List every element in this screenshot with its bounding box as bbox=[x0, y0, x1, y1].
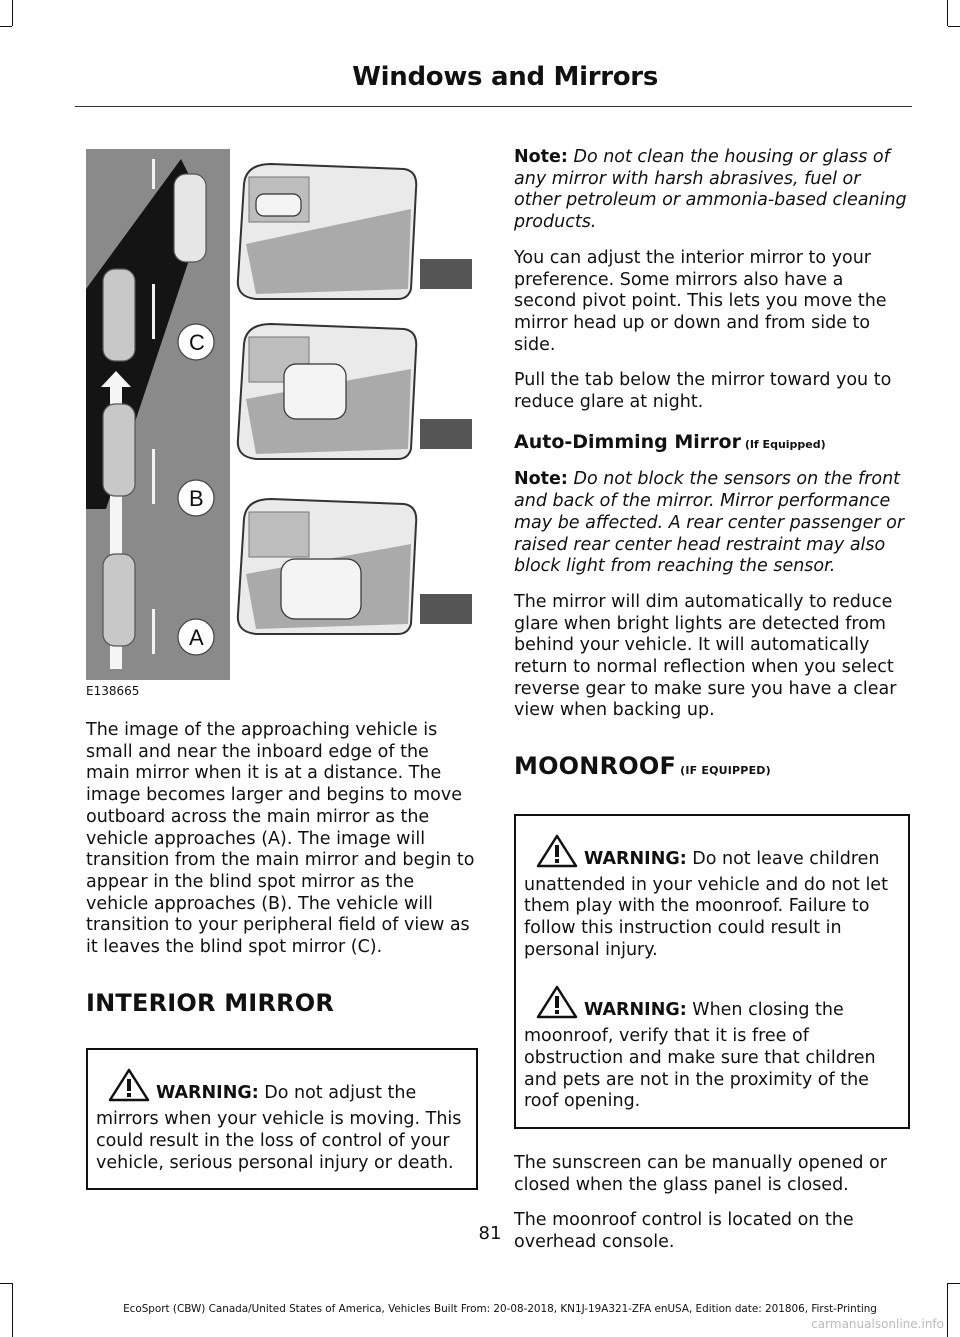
warning-label: WARNING: bbox=[584, 848, 687, 869]
watermark: carmanualsonline.info bbox=[811, 1317, 944, 1331]
body-paragraph: You can adjust the interior mirror to your preference. Some mirrors also have a second pivot point. This lets you move the mirror head up or down and from side to side. bbox=[514, 247, 887, 355]
crop-mark bbox=[948, 1283, 960, 1284]
note-text: Do not clean the housing or glass of any mirror with harsh abrasives, fuel or other petroleum or ammonia-based cleaning products. bbox=[514, 147, 907, 233]
subheading-suffix: (If Equipped) bbox=[740, 437, 826, 451]
heading-suffix: (IF EQUIPPED) bbox=[676, 764, 771, 778]
warning-body: Do not leave children unattended in your vehicle and do not let them play with the moonroof. Failure to follow this instruction could result in personal injury. bbox=[524, 848, 888, 960]
note-text: Do not block the sensors on the front and back of the mirror. Mirror performance may be affected. A rear center passenger or raised rear center head restraint may also block light from reaching the sensor. bbox=[514, 469, 905, 577]
footer-text: EcoSport (CBW) Canada/United States of America, Vehicles Built From: 20-08-2018, KN1J-19A321-ZFA enUSA, Edition date: 201806, First-Printing bbox=[123, 1303, 877, 1315]
warning-text bbox=[524, 985, 900, 1113]
warning-triangle-icon bbox=[108, 1068, 150, 1109]
note-label: Note: bbox=[514, 469, 568, 490]
warning-text bbox=[96, 1068, 468, 1174]
figure-label-c: C bbox=[189, 330, 205, 355]
warning-triangle-icon bbox=[536, 985, 578, 1026]
header-rule bbox=[75, 106, 912, 107]
warning-box bbox=[514, 814, 910, 1129]
crop-mark bbox=[0, 1283, 12, 1284]
note-label: Note: bbox=[514, 147, 568, 167]
body-paragraph: The moonroof control is located on the overhead console. bbox=[514, 1210, 854, 1253]
warning-body: When closing the moonroof, verify that it is free of obstruction and make sure that children and pets are not in the proximity of the roof opening. bbox=[524, 1000, 876, 1112]
body-paragraph: The mirror will dim automatically to reduce glare when bright lights are detected from behind your vehicle. It will automatically return to normal reflection when you select reverse gear to make sure you have a clear view when backing up. bbox=[514, 591, 897, 721]
note bbox=[514, 469, 910, 578]
blind-spot-mirror-figure bbox=[86, 149, 472, 680]
warning-text bbox=[524, 834, 900, 962]
body-paragraph: Pull the tab below the mirror toward you to reduce glare at night. bbox=[514, 370, 892, 413]
page-title: Windows and Mirrors bbox=[352, 62, 658, 92]
subsection-heading bbox=[514, 432, 910, 456]
note bbox=[514, 147, 910, 234]
heading-text: MOONROOF bbox=[514, 752, 677, 781]
page-number: 81 bbox=[478, 1223, 502, 1244]
figure-label-a: A bbox=[189, 625, 204, 650]
right-column bbox=[514, 147, 910, 1268]
subheading-text: Auto-Dimming Mirror bbox=[514, 430, 741, 453]
warning-label: WARNING: bbox=[584, 1000, 687, 1021]
warning-label: WARNING: bbox=[156, 1083, 259, 1104]
figure-id: E138665 bbox=[86, 684, 140, 698]
warning-triangle-icon bbox=[536, 834, 578, 875]
left-column bbox=[86, 720, 478, 1190]
section-heading: INTERIOR MIRROR bbox=[86, 988, 335, 1017]
body-paragraph: The sunscreen can be manually opened or closed when the glass panel is closed. bbox=[514, 1152, 887, 1195]
crop-mark bbox=[12, 0, 13, 26]
warning-box bbox=[86, 1048, 478, 1190]
crop-mark bbox=[947, 0, 948, 26]
section-heading bbox=[514, 752, 910, 782]
body-paragraph: The image of the approaching vehicle is small and near the inboard edge of the main mirror when it is at a distance. The image becomes larger and begins to move outboard across the main mirror as the vehicle approaches (A). The image will transition from the main mirror and begin to appear in the blind spot mirror as the vehicle approaches (B). The vehicle will transition to your peripheral field of view as it leaves the blind spot mirror (C). bbox=[86, 720, 475, 958]
warning-body: Do not adjust the mirrors when your vehicle is moving. This could result in the loss of control of your vehicle, serious personal injury or death. bbox=[96, 1083, 462, 1173]
figure-label-b: B bbox=[189, 486, 204, 511]
crop-mark bbox=[0, 26, 12, 27]
crop-mark bbox=[948, 26, 960, 27]
